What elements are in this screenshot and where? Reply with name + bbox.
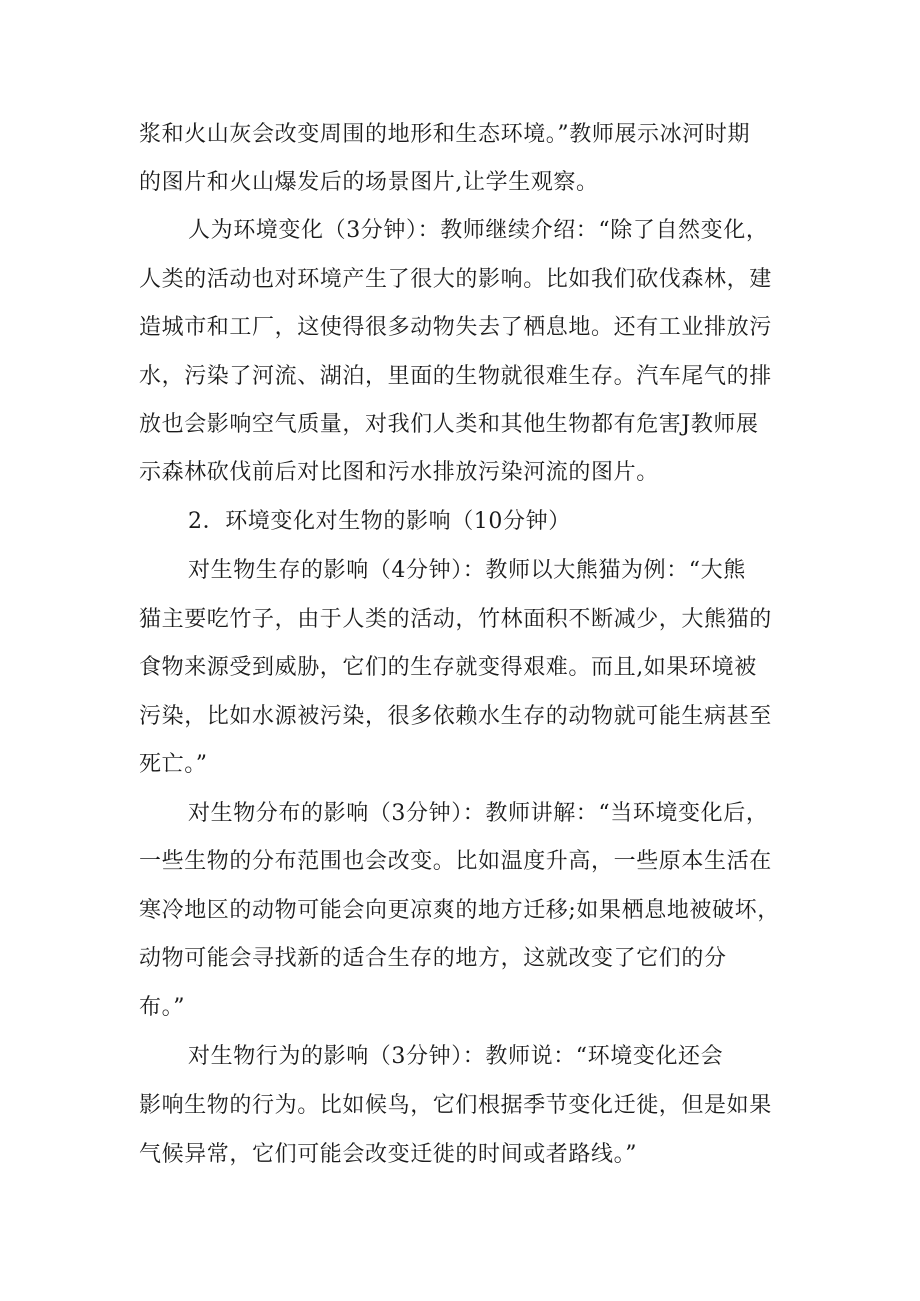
text-line: 人类的活动也对环境产生了很大的影响。比如我们砍伐森林，建 (139, 267, 772, 292)
text-line: 水，污染了河流、湖泊，里面的生物就很难生存。汽车尾气的排 (139, 364, 772, 389)
text-line: 浆和火山灰会改变周围的地形和生态环境。”教师展示冰河时期 (139, 122, 751, 147)
paragraph-start-line: 对生物分布的影响（3分钟）：教师讲解：“当环境变化后， (188, 801, 769, 826)
text-line: 死亡。” (139, 752, 208, 777)
text-line: 一些生物的分布范围也会改变。比如温度升高，一些原本生活在 (139, 849, 772, 874)
text-line: 示森林砍伐前后对比图和污水排放污染河流的图片。 (139, 460, 659, 485)
text-line: 布。” (139, 995, 186, 1020)
text-line: 造城市和工厂，这使得很多动物失去了栖息地。还有工业排放污 (139, 315, 772, 340)
text-line: 气候异常，它们可能会改变迁徙的时间或者路线。” (139, 1142, 638, 1167)
text-line: 影响生物的行为。比如候鸟，它们根据季节变化迁徙，但是如果 (139, 1093, 772, 1118)
paragraph-start-line: 对生物生存的影响（4分钟）：教师以大熊猫为例：“大熊 (188, 558, 746, 583)
section-heading: 2．环境变化对生物的影响（10分钟） (188, 509, 571, 534)
text-line: 的图片和火山爆发后的场景图片,让学生观察。 (139, 170, 599, 195)
text-line: 动物可能会寻找新的适合生存的地方，这就改变了它们的分 (139, 946, 727, 971)
text-line: 污染，比如水源被污染，很多依赖水生存的动物就可能生病甚至 (139, 704, 772, 729)
text-line: 食物来源受到威胁，它们的生存就变得艰难。而且,如果环境被 (139, 655, 757, 680)
text-line: 寒冷地区的动物可能会向更凉爽的地方迁移;如果栖息地被破坏， (139, 898, 780, 923)
paragraph-start-line: 对生物行为的影响（3分钟）：教师说：“环境变化还会 (188, 1044, 724, 1069)
text-line: 猫主要吃竹子，由于人类的活动，竹林面积不断减少，大熊猫的 (139, 607, 772, 632)
paragraph-start-line: 人为环境变化（3分钟）：教师继续介绍：“除了自然变化， (188, 218, 769, 243)
text-line: 放也会影响空气质量，对我们人类和其他生物都有危害J教师展 (139, 412, 759, 437)
